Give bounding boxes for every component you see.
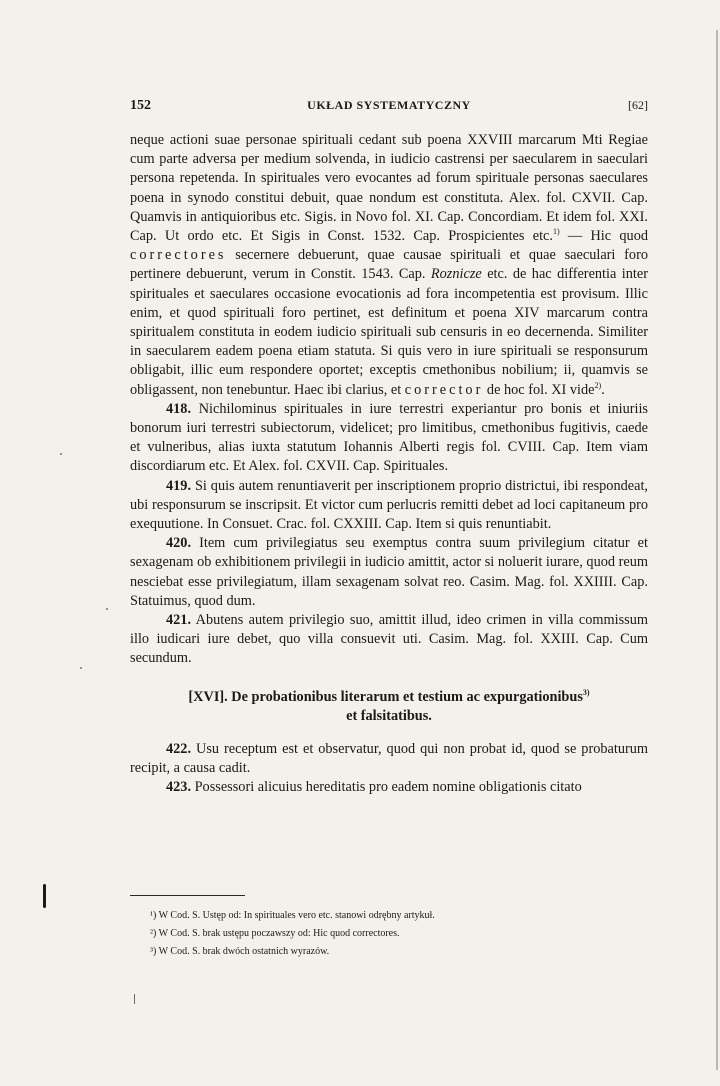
ink-mark [43,884,46,908]
page-number: 152 [130,98,151,113]
article-418: 418. Nichilominus spirituales in iure terrestri experiantur pro bonis et iniuriis bonorum iuri terrestri subiectorum, videlicet; pro limitibus, cmethonibus fugitivis, caede et vulneribus, alias iuxta statutum Iohannis Alberti regis fol. CVIII. Cap. Item viam discordiarum etc. Et Alex. fol. CXVII. Cap. Spirituales. [130,400,648,475]
speck [60,453,62,455]
page-edge-shadow [716,30,718,1070]
article-421: 421. Abutens autem privilegio suo, amittit illud, ideo crimen in villa commissum illo iudicari iure debet, quo villa consuevit uti. Casim. Mag. fol. XXIII. Cap. Cum secundum. [130,612,648,667]
spaced-term: correctores [130,247,227,264]
article-number: 418. [166,400,192,417]
article-number: 420. [166,535,192,552]
article-422: 422. Usu receptum est et observatur, quod qui non probat id, quod se probaturum recipit, a causa cadit. [130,740,648,776]
main-text [130,131,648,797]
running-title: UKŁAD SYSTEMATYCZNY [307,98,471,112]
footnote-ref: 3) [582,687,590,697]
running-header [130,98,648,118]
footnote: ³) W Cod. S. brak dwóch ostatnich wyrazów. [150,946,330,957]
article-number: 421. [166,612,192,629]
ink-mark [134,994,135,1004]
italic-term: Roznicze [430,266,482,283]
footnote-ref: 2) [594,380,602,390]
speck [80,667,82,669]
footnote: ²) W Cod. S. brak ustępu poczawszy od: Hic quod correctores. [150,928,400,939]
spaced-term: corrector [404,381,484,398]
speck [106,608,108,610]
article-number: 423. [166,779,192,796]
paragraph-continued: neque actioni suae personae spirituali cedant sub poena XXVIII marcarum Mti Regiae cum parte adversa per medium solvenda, in iudicio castrensi per saecularem in saeculari persona repetenda. In spirituales vero evocantes ad forum spirituale personas saeculares poena in synodo constitui debuit, quae nondum est constituta. Alex. fol. CXVII. Cap. Quamvis in antiquioribus etc. Sigis. in Novo fol. XI. Cap. Concordiam. Et idem fol. XXI. Cap. Ut ordo etc. Et Sigis in Const. 1532. Cap. Prospicientes etc.$^{1)}$ — Hic quod correctores secernere debuerunt, quae causae spirituali et quae saeculari foro pertinere debuerunt, verum in Constit. 1543. Cap. Roznicze etc. de hac differentia inter spirituales et saeculares occasione evocationis ad fora incompetentia est provisum. Illic enim, et quod spirituali foro pertinet, est definitum et poena XIV marcarum contra spiritualem constituta in eodem iudicio spirituali sub censuris in eo decernenda. Similiter in saecularem eadem poena etiam statuta. Si quis vero in iure spirituali se responsurum obligabit, illic eum respondere oportet; exceptis cmethonibus nobilium; ii, quamvis se obligassent, non tenebuntur. Haec ibi clarius, et corrector de hoc fol. XI vide$^{2)}$. [130,132,648,398]
article-419: 419. Si quis autem renuntiaverit per inscriptionem proprio districtui, ibi respondeat, ubi responsurum se inscripsit. Et victor cum perlucris remitti debet ad loci capitaneum pro exequutione. In Consuet. Crac. fol. CXXIII. Cap. Item si quis renuntiabit. [130,477,648,533]
page-reference: [62] [628,98,648,112]
section-label: [XVI]. [188,688,228,705]
article-number: 419. [166,477,192,494]
article-423: 423. Possessori alicuius hereditatis pro eadem nomine obligationis citato [166,779,582,796]
footnote: ¹) W Cod. S. Ustęp od: In spirituales vero etc. stanowi odrębny artykuł. [150,910,435,921]
footnotes [150,907,648,961]
section-heading: [XVI]. De probationibus literarum et testium ac expurgationibus$^{3)}$ et falsitatibus. [188,687,590,725]
article-number: 422. [166,740,192,757]
footnote-rule [130,895,245,896]
article-420: 420. Item cum privilegiatus seu exemptus contra suum privilegium citatur et sexagenam ob exhibitionem privilegii in iudicio amittit, actor si noluerit iurare, quod reum nesciebat esse privilegiatum, illam sexagenam solvat reo. Casim. Mag. fol. XXIIII. Cap. Statuimus, quod dum. [130,535,648,609]
footnote-ref: 1) [552,227,560,237]
